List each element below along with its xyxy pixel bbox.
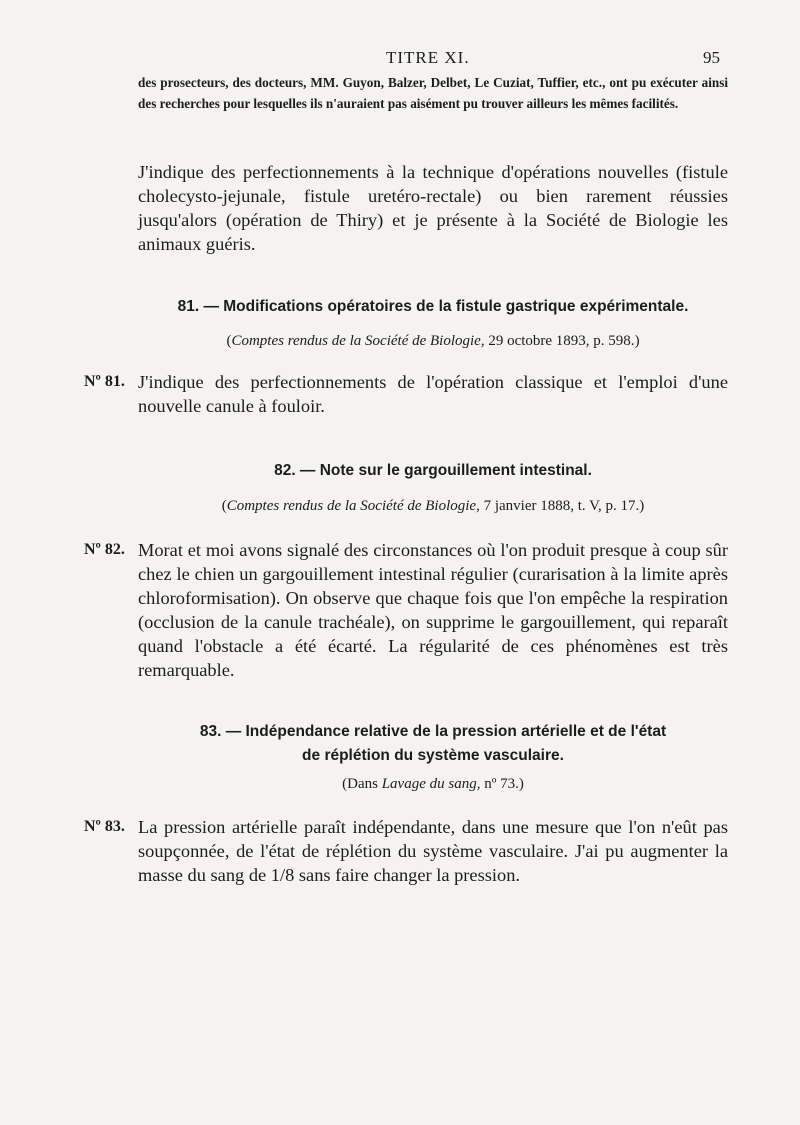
- section-81-heading: 81. — Modifications opératoires de la fistule gastrique expérimentale.: [177, 298, 689, 315]
- section-83-citation-details: nº 73.): [480, 776, 524, 792]
- section-81-citation-source: Comptes rendus de la Société de Biologie,: [231, 333, 485, 349]
- section-82-label: Nº 82.: [84, 541, 125, 558]
- section-82-paragraph: Morat et moi avons signalé des circonstances où l'on produit presque à coup sûr chez le chien un gargouillement intestinal régulier (curarisation à la limite après chloroformisation). On observe que chaque fois que l'on empêche la respiration (occlusion de la canule trachéale), on supprime le gargouillement, qui reparaît quand l'obstacle a été écarté. La régularité de ces phénomènes est très remarquable.: [138, 540, 728, 680]
- section-83-label: Nº 83.: [84, 818, 125, 835]
- intro-paragraph: J'indique des perfectionnements à la technique d'opérations nouvelles (fistule cholecysto-jejunale, fistule uretéro-rectale) ou bien rarement réussies jusqu'alors (opération de Thiry) et je présente à la Société de Biologie les animaux guéris.: [138, 162, 728, 254]
- section-82-citation-source: Comptes rendus de la Société de Biologie,: [226, 498, 480, 514]
- running-title: TITRE XI.: [386, 48, 470, 67]
- section-81-label: Nº 81.: [84, 373, 125, 390]
- running-header: [0, 48, 800, 72]
- section-83-citation-source: Lavage du sang,: [381, 776, 481, 792]
- section-83-heading-line1: 83. — Indépendance relative de la pression artérielle et de l'état: [199, 723, 667, 740]
- section-82-citation: (Comptes rendus de la Société de Biologie, 7 janvier 1888, t. V, p. 17.): [221, 498, 645, 514]
- section-81-citation: (Comptes rendus de la Société de Biologie, 29 octobre 1893, p. 598.): [226, 333, 640, 349]
- section-83-paragraph: La pression artérielle paraît indépendante, dans une mesure que l'on n'eût pas soupçonnée, de l'état de réplétion du système vasculaire. J'ai pu augmenter la masse du sang de 1/8 sans faire changer la pression.: [138, 817, 728, 885]
- intro-small-paragraph: des prosecteurs, des docteurs, MM. Guyon, Balzer, Delbet, Le Cuziat, Tuffier, etc., ont pu exécuter ainsi des recherches pour lesquelles ils n'auraient pas aisément pu trouver ailleurs les mêmes facilités.: [138, 75, 728, 111]
- section-82-citation-details: 7 janvier 1888, t. V, p. 17.: [479, 498, 640, 514]
- section-83-citation-prefix: (Dans: [342, 776, 382, 792]
- section-83-heading: [138, 720, 728, 768]
- page-number: 95: [703, 48, 720, 67]
- section-83-heading-line2: de réplétion du système vasculaire.: [302, 747, 564, 764]
- section-82-heading: 82. — Note sur le gargouillement intestinal.: [274, 462, 592, 479]
- section-83-citation: [138, 774, 728, 794]
- section-81-citation-details: 29 octobre 1893, p. 598.: [484, 333, 635, 349]
- section-81-paragraph: J'indique des perfectionnements de l'opération classique et l'emploi d'une nouvelle canule à fouloir.: [138, 372, 728, 416]
